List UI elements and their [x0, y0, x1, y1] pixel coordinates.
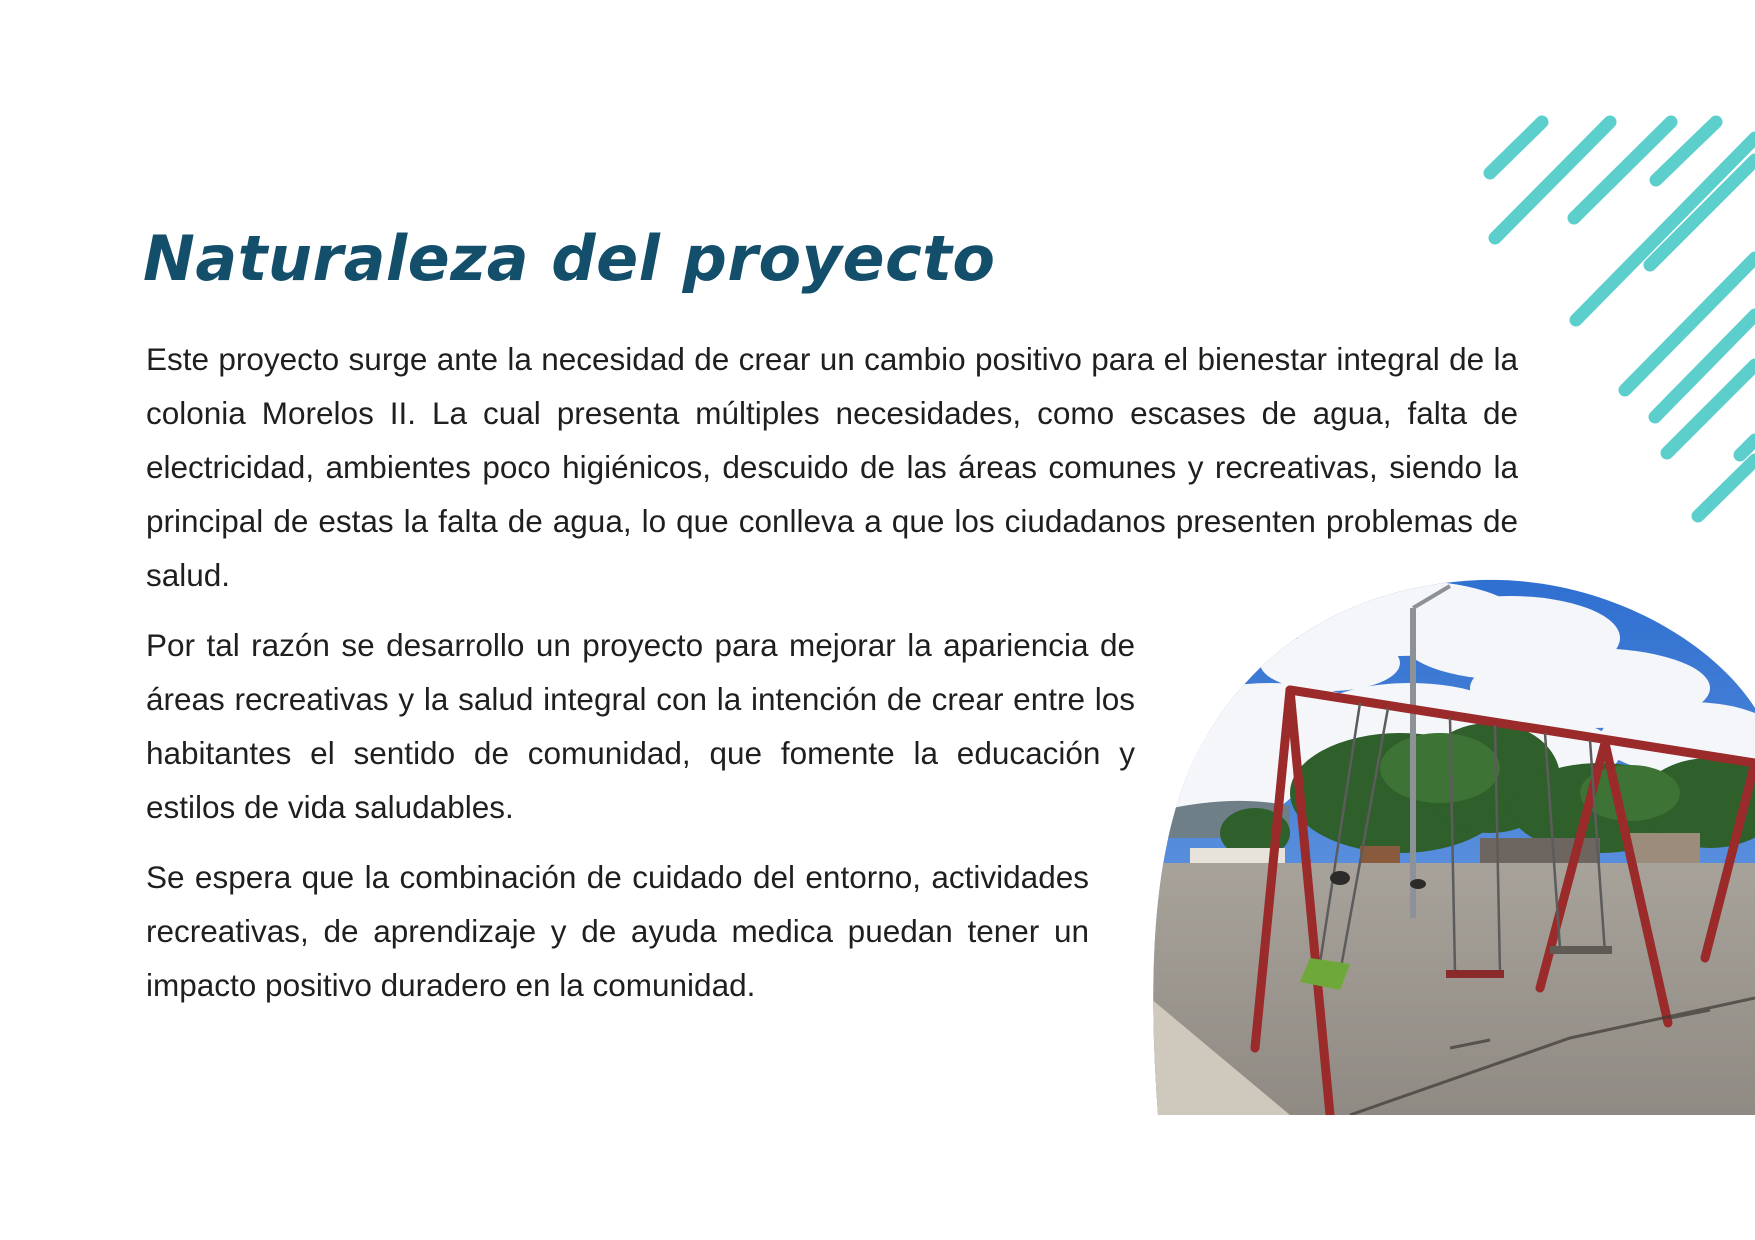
stripe: [1655, 315, 1755, 417]
stripe: [1490, 122, 1542, 173]
page-title: Naturaleza del proyecto: [143, 222, 996, 295]
playground-swings-photo: [1150, 578, 1755, 1115]
paragraph-reason: Por tal razón se desarrollo un proyecto para mejorar la apariencia de áreas recreativas y la salud integral con la intención de crear entre los habitantes el sentido de comunidad, que fomente la educación y estilos de vida saludables.: [146, 627, 1135, 825]
stripe: [1740, 440, 1755, 455]
paragraph-intro: Este proyecto surge ante la necesidad de crear un cambio positivo para el bienestar integral de la colonia Morelos II. La cual presenta múltiples necesidades, como escases de agua, falta de electricidad, ambientes poco higiénicos, descuido de las áreas comunes y recreativas, siendo la principal de estas la falta de agua, lo que conlleva a que los ciudadanos presenten problemas de salud.: [146, 341, 1518, 593]
diagonal-stripes-icon: [1450, 110, 1755, 540]
stripe: [1667, 365, 1755, 453]
stripe: [1625, 258, 1755, 390]
stripe: [1698, 460, 1755, 516]
paragraph-expectation: Se espera que la combinación de cuidado del entorno, actividades recreativas, de aprendizaje y de ayuda medica puedan tener un impacto positivo duradero en la comunidad.: [146, 859, 1089, 1003]
stripe: [1495, 122, 1610, 238]
